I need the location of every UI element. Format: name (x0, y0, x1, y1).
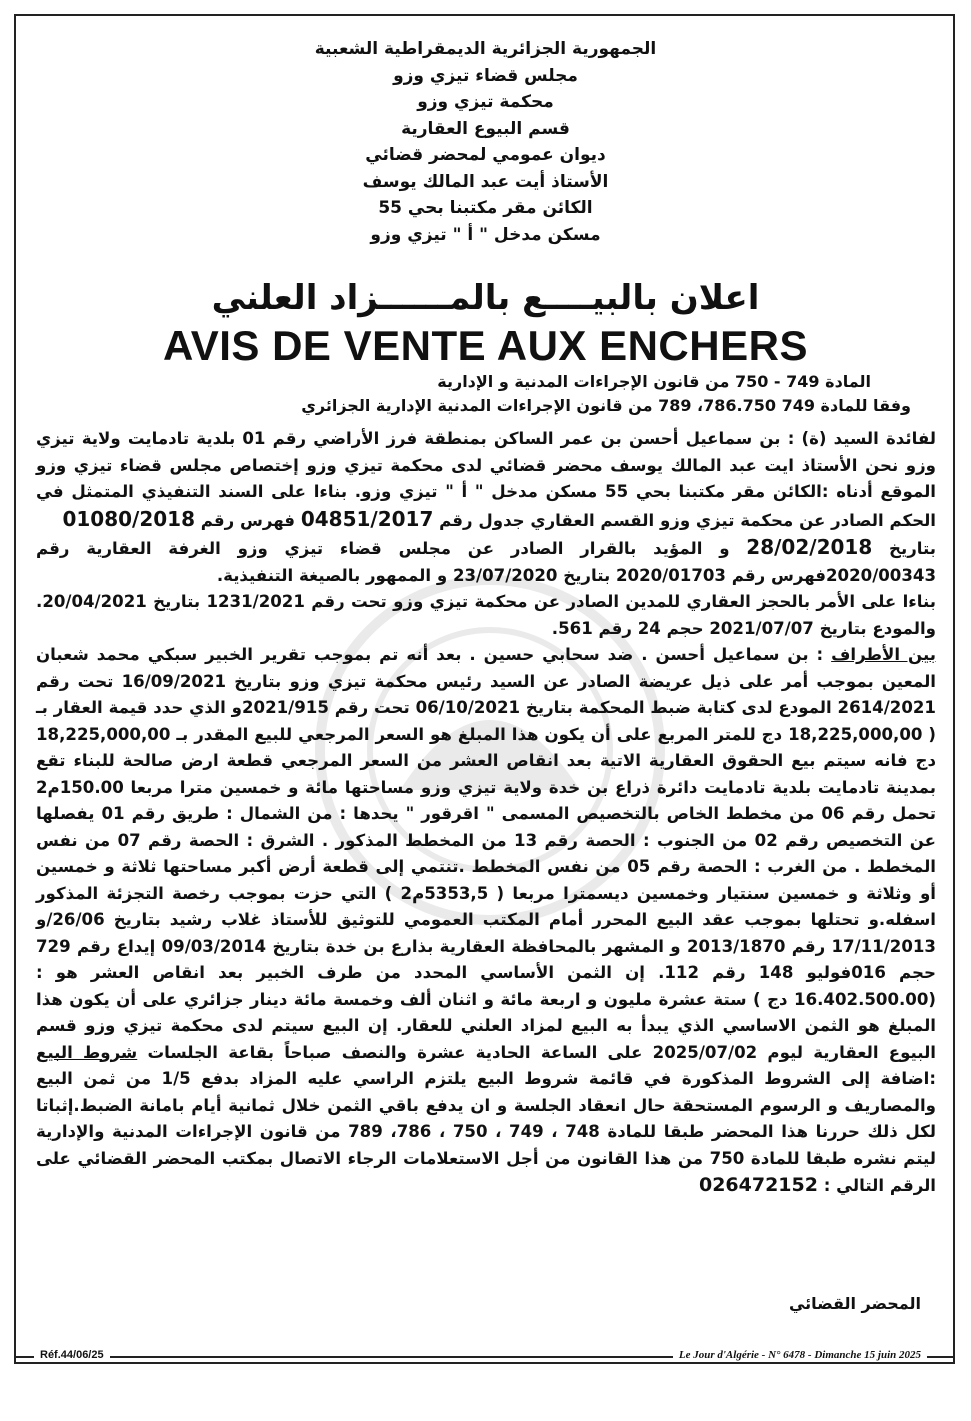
article-line: وفقا للمادة 749 786.750، 789 من قانون الإجراءات المدنية الإدارية الجزائري (301, 396, 911, 415)
title-french: AVIS DE VENTE AUX ENCHERS (163, 322, 808, 369)
text-run: بناءا على الأمر بالحجز العقاري للمدين الصادر عن محكمة تيزي وزو تحت رقم 1231/2021 بتاريخ 20/04/2021. والمودع بتاريخ 2021/07/07 حجم 24 رقم 561. (36, 592, 936, 638)
signature-label: المحضر القضائي (788, 1294, 921, 1313)
publication-line: Le Jour d'Algérie - N° 6478 - Dimanche 15 juin 2025 (673, 1349, 927, 1361)
notice-body (36, 426, 936, 1200)
header-line: الأستاذ أيت عبد المالك يوسف (362, 171, 609, 192)
index-number: 01080/2018 (62, 506, 196, 531)
header-line: محكمة تيزي وزو (417, 92, 554, 112)
text-run: و المؤيد بالقرار الصادر عن مجلس قضاء تيزي وزو الغرفة العقارية رقم 2020/00343فهرس رقم 2020/01703 بتاريخ 23/07/2020 و الممهور بالصيغة التنفيذية. (36, 539, 936, 585)
reference-code: Réf.44/06/25 (34, 1349, 110, 1361)
footer-bar (14, 1349, 955, 1365)
title-arabic: اعلان بالبيــــع بالمــــــزاد العلني (211, 278, 760, 318)
case-number: 04851/2017 (300, 506, 434, 531)
paragraph-beneficiary (36, 426, 936, 534)
paragraph-decision (36, 534, 936, 589)
header-line: مسكن مدخل " أ " تيزي وزو (370, 224, 601, 245)
legal-articles (301, 370, 931, 418)
header-line: الكائن مقر مكتبنا بحي 55 (378, 198, 593, 218)
text-run: بتاريخ (889, 539, 936, 558)
parties-label: بين الأطراف (831, 645, 936, 664)
phone-number: 026472152 (698, 1174, 818, 1196)
header-line: قسم البيوع العقارية (401, 118, 570, 139)
header-line: الجمهورية الجزائرية الديمقراطية الشعبية (314, 39, 657, 59)
header-line: ديوان عمومي لمحضر قضائي (365, 145, 606, 165)
text-run: لفائدة السيد (ة) : بن سماعيل أحسن بن عمر الساكن بمنطقة فرز الأراضي رقم 01 بلدية تادمايت ولاية تيزي وزو نحن الأستاذ ايت عبد المالك يوسف محضر قضائي لدى محكمة تيزي وزو إختصاص مجلس قضاء تيزي وزو الموقع أدناه :الكائن مقر مكتبنا بحي 55 مسكن مدخل " أ " تيزي وزو. بناءا على السند التنفيذي المتمثل في الحكم الصادر عن محكمة تيزي وزو القسم العقاري جدول رقم (36, 429, 936, 530)
text-run: فهرس رقم (200, 510, 296, 530)
text-run: : بن سماعيل أحسن . ضد سحابي حسين . بعد أنه تم بموجب تقرير الخبير سبكي محمد شعبان المعين بموجب أمر على ذيل عريضة الصادر عن السيد رئيس محكمة تيزي وزو بتاريخ 16/09/2021 تحت رقم 2614/2021 المودع لدى كتابة ضبط المحكمة بتاريخ 06/10/2021 تحت رقم 2021/915و الذي حدد قيمة العقار بـ ( 18,225,000,00 دج للمتر المربع على أن يكون هذا المبلغ هو السعر المرجعي للبيع المقدر بـ 18,225,000,00 دج فانه سيتم بيع الحقوق العقارية الاتية بعد انقاص العشر من السعر المرجعي قطعة ارض صالحة للبناء تقع بمدينة تادمايت بلدية تادمايت دائرة ذراع بن خدة ولاية تيزي وزو مساحتها مائة و خمسين مترا مربعا 150.00م2 تحمل رقم 06 من مخطط الخاص بالتخصيص المسمى " اقرقور " يحدها : من الشمال : طريق رقم 01 يفصلها عن التخصيص رقم 02 من الجنوب : الحصة رقم 13 من المخطط المذكور . الشرق : الحصة رقم 07 من نفس المخطط . من الغرب : الحصة رقم 05 من نفس المخطط .تنتمي إلى قطعة أرض أكبر مساحتها ثلاثة و خمسين أو وثلاثة و خمسين سنتيار وخمسين ديسمترا مربعا ( 5353,5م2 ) التي حزت بموجب رخصة التجزئة المذكور اسفله.و تحتلها بموجب عقد البيع المحرر أمام المكتب العمومي للتوثيق للأستاذ غلاب رشيد بتاريخ 26/06/و 17/11/2013 رقم 2013/1870 و المشهر بالمحافظة العقارية بذارع بن خدة بتاريخ 09/03/2014 إيداع رقم 729 حجم 016فوليو 148 رقم 112. إن الثمن الأساسي المحدد من طرف الخبير بعد انقاص العشر هو : (16.402.500.00 دج ) ستة عشرة مليون و اربعة مائة و اثنان ألف وخمسة مائة دينار جزائري على أن يكون هذا المبلغ هو الثمن الاساسي الذي يبدأ به البيع لمزاد العلني للعقار. إن البيع سيتم لدى محكمة تيزي وزو قسم البيوع العقارية ليوم 2025/07/02 على الساعة الحادية عشرة والنصف صباحاً بقاعة الجلسات (36, 645, 936, 1062)
paragraph-seizure (36, 589, 936, 642)
text-run: :اضافة إلى الشروط المذكورة في قائمة شروط البيع يلتزم الراسي عليه المزاد بدفع 1/5 من ثمن البيع والمصاريف و الرسوم المستحقة حال انعقاد الجلسة و ان يدفع باقي الثمن خلال ثمانية أيام بامانة الضبط.إثباتا لكل ذلك حررنا هذا المحضر طبقا للمادة 748 ، 749 ، 750 ، 786، 789 من قانون الإجراءات المدنية والإدارية ليتم نشره طبقا للمادة 750 من هذا القانون من أجل الاستعلامات الرجاء الاتصال بمكتب المحضر القضائي على الرقم التالي : (36, 1069, 937, 1195)
article-line: المادة 749 - 750 من قانون الإجراءات المدنية و الإدارية (437, 372, 871, 391)
header-line: مجلس قضاء تيزي وزو (393, 65, 578, 86)
judgment-date: 28/02/2018 (746, 535, 873, 559)
header-block (0, 36, 971, 248)
sale-conditions-label: شروط البيع (36, 1042, 138, 1062)
paragraph-parties (36, 642, 936, 1200)
